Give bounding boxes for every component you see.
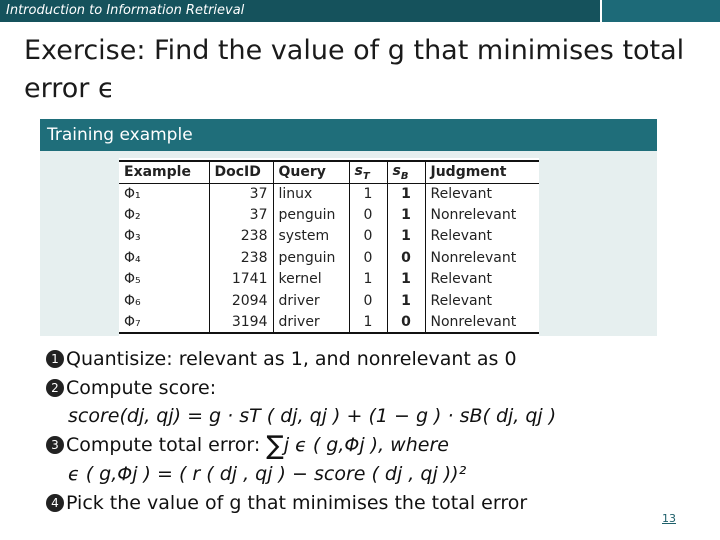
cell-example: Φ₁: [124, 185, 141, 202]
cell-st: 1: [349, 269, 387, 290]
cell-st: 1: [349, 311, 387, 332]
cell-example: Φ₅: [124, 271, 141, 288]
cell-query: linux: [273, 183, 349, 204]
step-2: [46, 374, 556, 403]
panel-title: Training example: [40, 119, 657, 151]
cell-query: system: [273, 226, 349, 247]
table-row: [119, 290, 539, 311]
cell-sb: 0: [387, 247, 425, 268]
numbered-circle-icon: 1: [46, 350, 64, 368]
table-row: [119, 226, 539, 247]
cell-st: 0: [349, 247, 387, 268]
exercise-steps: [46, 345, 556, 517]
cell-example: Φ₃: [124, 228, 141, 245]
slide-title: Exercise: Find the value of g that minimises total error ϵ: [24, 35, 685, 104]
cell-docid: 238: [209, 226, 273, 247]
cell-docid: 2094: [209, 290, 273, 311]
step-3-text: Compute total error:: [66, 433, 261, 456]
col-header-st: $s_T$: [349, 161, 387, 183]
cell-sb: 1: [387, 290, 425, 311]
cell-st: 0: [349, 204, 387, 225]
top-bar: [0, 0, 720, 22]
cell-sb: 1: [387, 183, 425, 204]
cell-docid: 238: [209, 247, 273, 268]
score-formula: score(dj, qj) = g · sT ( dj, qj ) + (1 − g ) · sB( dj, qj ): [68, 405, 557, 427]
cell-query: penguin: [273, 204, 349, 225]
cell-docid: 37: [209, 183, 273, 204]
cell-judgment: Relevant: [425, 226, 539, 247]
table-row: [119, 311, 539, 332]
cell-example: Φ₄: [124, 249, 141, 266]
cell-st: 1: [349, 183, 387, 204]
numbered-circle-icon: 3: [46, 436, 64, 454]
table-row: [119, 247, 539, 268]
cell-st: 0: [349, 290, 387, 311]
step-3: [46, 431, 556, 461]
cell-query: driver: [273, 290, 349, 311]
table-row: [119, 183, 539, 204]
cell-docid: 37: [209, 204, 273, 225]
col-header-example: Example: [119, 161, 209, 183]
cell-judgment: Nonrelevant: [425, 204, 539, 225]
cell-judgment: Relevant: [425, 290, 539, 311]
total-error-formula: j ϵ ( g,Φj ), where: [283, 433, 449, 456]
step-1-text: Quantisize: relevant as 1, and nonrelevant as 0: [66, 348, 517, 370]
step-2-text: Compute score:: [66, 376, 217, 399]
cell-example: Φ₆: [124, 292, 141, 309]
numbered-circle-icon: 2: [46, 379, 64, 397]
cell-query: driver: [273, 311, 349, 332]
cell-judgment: Nonrelevant: [425, 247, 539, 268]
page-number: 13: [662, 512, 676, 525]
col-header-sb: $s_B$: [387, 161, 425, 183]
cell-judgment: Nonrelevant: [425, 311, 539, 332]
cell-sb: 1: [387, 226, 425, 247]
top-bar-accent: [600, 0, 720, 22]
col-header-docid: DocID: [209, 161, 273, 183]
cell-sb: 1: [387, 204, 425, 225]
course-title: Introduction to Information Retrieval: [0, 0, 600, 22]
cell-judgment: Relevant: [425, 183, 539, 204]
numbered-circle-icon: 4: [46, 494, 64, 512]
step-1: [46, 345, 556, 374]
cell-sb: 0: [387, 311, 425, 332]
cell-docid: 3194: [209, 311, 273, 332]
cell-query: kernel: [273, 269, 349, 290]
cell-st: 0: [349, 226, 387, 247]
cell-example: Φ₂: [124, 207, 141, 224]
table-row: [119, 269, 539, 290]
cell-sb: 1: [387, 269, 425, 290]
col-header-judgment: Judgment: [425, 161, 539, 183]
cell-docid: 1741: [209, 269, 273, 290]
cell-example: Φ₇: [119, 311, 209, 332]
table-row: [119, 204, 539, 225]
step-4-text: Pick the value of g that minimises the total error: [66, 491, 528, 514]
cell-query: penguin: [273, 247, 349, 268]
summation-icon: ∑: [266, 430, 284, 461]
step-4: [46, 489, 556, 518]
training-table-container: [119, 158, 539, 336]
cell-judgment: Relevant: [425, 269, 539, 290]
table-header-row: [119, 161, 539, 183]
col-header-query: Query: [273, 161, 349, 183]
training-table: [119, 160, 539, 334]
error-definition: ϵ ( g,Φj ) = ( r ( dj , qj ) − score ( dj , qj ))²: [68, 463, 467, 485]
